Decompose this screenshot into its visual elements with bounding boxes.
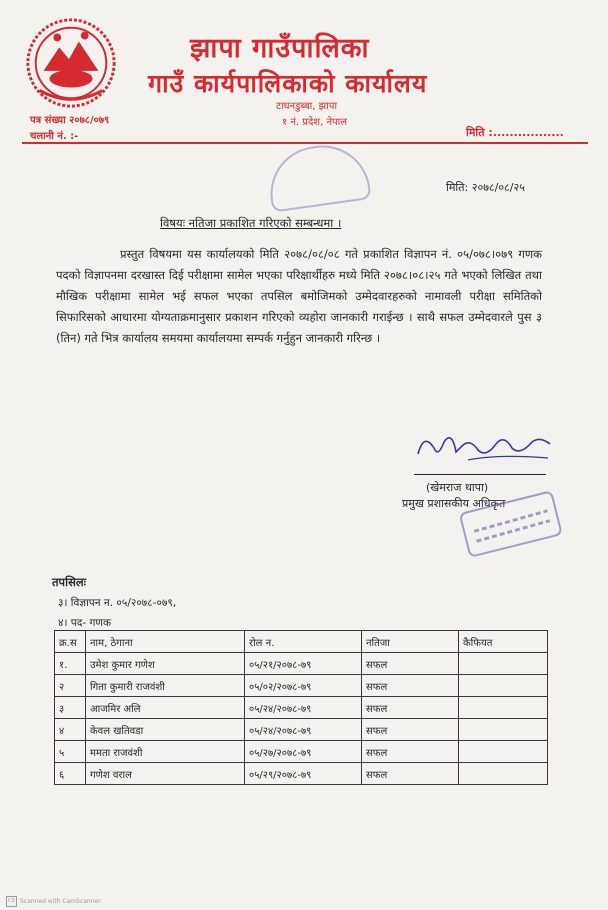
table-row [55, 741, 548, 763]
letter-body-paragraph: प्रस्तुत विषयमा यस कार्यालयको मिति २०७८/०८/०८ गते प्रकाशित विज्ञापन नं. ०५/०७८।०७९ गणक पदको विज्ञापनमा दरखास्त दिई परीक्षामा सामेल भएका परिक्षार्थीहरु मध्ये मिति २०७८।०८।२५ गते भएको लिखित तथा मौखिक परीक्षामा सामेल भई सफल भएका तपसिल बमोजिमको उम्मेदवारहरुको नामावली परीक्षा समितिको सिफारिसको आधारमा योग्यताक्रमानुसार प्रकाशन गरिएको व्यहोरा जानकारी गराईन्छ । साथै सफल उम्मेदवारले पुस ३ (तिन) गते भित्र कार्यालय समयमा कार्यालयमा सम्पर्क गर्नुहुन जानकारी गरिन्छ । [56, 247, 542, 345]
table-row [55, 675, 548, 697]
letter-date: मिति: २०७८/०८/२५ [446, 181, 525, 194]
table-row [55, 697, 548, 719]
signatory-designation: प्रमुख प्रशासकीय अधिकृत [402, 497, 506, 510]
cell-result: सफल [362, 719, 459, 741]
officer-stamp-icon [456, 490, 566, 560]
column-header-result: नतिजा [362, 631, 459, 653]
table-row [55, 763, 548, 785]
cell-serial: ३ [55, 697, 86, 719]
header-title-line1: झापा गाउँपालिका [190, 33, 370, 64]
post-name-line: ४। पद- गणक [58, 617, 112, 629]
cell-roll: ०५/०२/२०७८-७९ [245, 675, 362, 697]
cell-name: गिता कुमारी राजवंशी [86, 675, 245, 697]
column-header-remarks: कैफियत [459, 631, 548, 653]
header-divider [22, 142, 588, 144]
cell-roll: ०५/२९/२०७८-७९ [245, 763, 362, 785]
details-heading: तपसिलः [52, 575, 86, 589]
letter-subject: विषयः नतिजा प्रकाशित गरिएको सम्बन्धमा । [160, 216, 342, 230]
column-header-roll: रोल न. [245, 631, 362, 653]
cell-result: सफल [362, 653, 459, 675]
cell-result: सफल [362, 741, 459, 763]
cell-remarks [459, 719, 548, 741]
handwritten-signature-icon [408, 424, 558, 468]
reference-number: पत्र संख्या २०७८/०७९ [30, 115, 110, 126]
cell-serial: ४ [55, 719, 86, 741]
cell-result: सफल [362, 675, 459, 697]
office-stamp-icon [264, 139, 371, 212]
cell-serial: ५ [55, 741, 86, 763]
government-emblem-icon [22, 14, 120, 112]
dispatch-number: चलानी नं. :- [30, 131, 79, 142]
column-header-name: नाम, ठेगाना [86, 631, 245, 653]
cell-remarks [459, 675, 548, 697]
cell-serial: २ [55, 675, 86, 697]
cell-remarks [459, 653, 548, 675]
cell-roll: ०५/२४/२०७८-७९ [245, 719, 362, 741]
signature-line [414, 474, 546, 475]
cell-name: केवल खतिवडा [86, 719, 245, 741]
cell-roll: ०५/२७/२०७८-७९ [245, 741, 362, 763]
cell-result: सफल [362, 763, 459, 785]
column-header-serial: क्र.स [55, 631, 86, 653]
header-address-line2: १ नं. प्रदेश, नेपाल [282, 117, 348, 128]
camscanner-icon: CS [6, 896, 17, 907]
header-title-line2: गाउँ कार्यपालिकाको कार्यालय [148, 69, 428, 98]
cell-name: उमेश कुमार गणेश [86, 653, 245, 675]
header-date-field: मिति :................. [466, 126, 564, 139]
letter-body [56, 244, 542, 349]
cell-serial: १. [55, 653, 86, 675]
table-header-row [55, 631, 548, 653]
header-address-line1: टाघनडुब्बा, झापा [276, 101, 338, 112]
table-row [55, 653, 548, 675]
cell-roll: ०५/२१/२०७८-७९ [245, 653, 362, 675]
table-row [55, 719, 548, 741]
advertisement-number-line: ३। विज्ञापन न. ०५/२०७८-०७९, [58, 597, 177, 609]
cell-name: आजमिर अलि [86, 697, 245, 719]
cell-name: गणेश वराल [86, 763, 245, 785]
scanner-watermark-text: Scanned with CamScanner [20, 898, 101, 905]
cell-roll: ०५/२४/२०७८-७९ [245, 697, 362, 719]
cell-remarks [459, 763, 548, 785]
results-table [54, 630, 548, 785]
cell-serial: ६ [55, 763, 86, 785]
scanner-watermark [6, 896, 101, 907]
cell-remarks [459, 697, 548, 719]
cell-result: सफल [362, 697, 459, 719]
signatory-name: (खेमराज थापा) [426, 481, 489, 494]
cell-name: ममता राजवंशी [86, 741, 245, 763]
cell-remarks [459, 741, 548, 763]
